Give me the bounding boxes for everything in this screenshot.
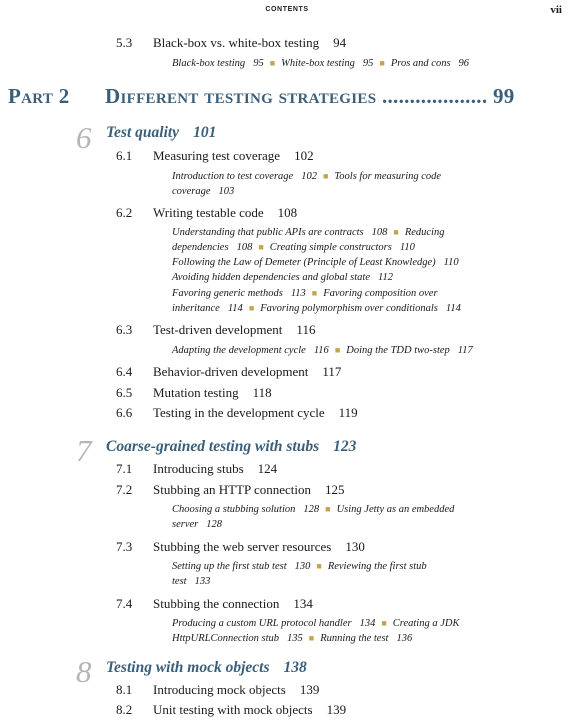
subsection-title: test bbox=[172, 576, 187, 587]
section-title: Writing testable code bbox=[153, 205, 264, 220]
section-title: Unit testing with mock objects bbox=[153, 702, 313, 717]
subsection-line bbox=[172, 502, 454, 517]
subsection-line bbox=[172, 240, 415, 255]
chapter-title-8[interactable] bbox=[106, 659, 307, 677]
section-title: Measuring test coverage bbox=[153, 148, 281, 163]
subsection-page: 114 bbox=[227, 303, 243, 314]
section-page: 124 bbox=[257, 461, 278, 476]
subsection-title: inheritance bbox=[172, 303, 220, 314]
subsection-page: 114 bbox=[445, 303, 461, 314]
section-7-4[interactable] bbox=[116, 596, 313, 612]
subsection-title: coverage bbox=[172, 186, 211, 197]
subsection-page: 103 bbox=[218, 186, 235, 197]
subsection-title: Reducing bbox=[404, 227, 445, 238]
subsection-line bbox=[172, 286, 438, 301]
section-page: 102 bbox=[294, 148, 314, 163]
subsection-page: 134 bbox=[359, 618, 376, 629]
chapter-number-8: 8 bbox=[76, 654, 92, 689]
subsection-line bbox=[172, 574, 210, 589]
subsection-title: Doing the TDD two-step bbox=[346, 345, 450, 356]
chapter-title-6[interactable] bbox=[106, 124, 216, 142]
subsection-title: HttpURLConnection stub bbox=[172, 633, 280, 644]
section-7-3[interactable] bbox=[116, 539, 365, 555]
subsection-page: 95 bbox=[362, 58, 374, 69]
subsection-page: 136 bbox=[396, 633, 413, 644]
subsection-title: Creating simple constructors bbox=[269, 242, 392, 253]
subsection-title: Avoiding hidden dependencies and global state bbox=[172, 272, 371, 283]
subsection-title: Setting up the first stub test bbox=[172, 561, 287, 572]
chapter-page: 138 bbox=[283, 659, 307, 676]
subsection-line bbox=[172, 517, 222, 532]
bullet-separator: ■ bbox=[269, 58, 276, 68]
section-title: Mutation testing bbox=[153, 385, 239, 400]
chapter-page: 101 bbox=[193, 124, 217, 141]
subsection-page: 96 bbox=[458, 58, 470, 69]
subsection-page: 130 bbox=[294, 561, 311, 572]
section-number: 6.2 bbox=[116, 205, 133, 220]
subsection-page: 112 bbox=[378, 272, 393, 283]
section-title: Testing in the development cycle bbox=[153, 405, 325, 420]
section-6-6[interactable] bbox=[116, 405, 358, 421]
chapter-title-7[interactable] bbox=[106, 438, 356, 456]
section-number: 6.5 bbox=[116, 385, 133, 400]
bullet-separator: ■ bbox=[393, 227, 399, 237]
subsection-page: 117 bbox=[457, 345, 473, 356]
part-title[interactable] bbox=[105, 84, 515, 109]
subsection-title: Running the test bbox=[320, 633, 389, 644]
section-number: 6.6 bbox=[116, 405, 133, 420]
chapter-number-6: 6 bbox=[76, 120, 92, 155]
section-6-4[interactable] bbox=[116, 364, 341, 380]
section-number: 7.1 bbox=[116, 461, 133, 476]
leader-dots: ................... bbox=[381, 84, 488, 108]
bullet-separator: ■ bbox=[308, 633, 315, 643]
section-6-5[interactable] bbox=[116, 385, 272, 401]
section-title: Stubbing an HTTP connection bbox=[153, 482, 312, 497]
subsection-line bbox=[172, 631, 412, 646]
subsection-title: Favoring polymorphism over conditionals bbox=[260, 303, 438, 314]
section-title: Introducing mock objects bbox=[153, 682, 286, 697]
subsection-title: Following the Law of Demeter (Principle of Least Knowledge) bbox=[172, 257, 436, 268]
running-header: CONTENTS bbox=[265, 6, 309, 13]
section-7-1[interactable] bbox=[116, 461, 277, 477]
subsection-title: Black-box testing bbox=[172, 58, 246, 69]
subsection-page: 102 bbox=[301, 171, 317, 182]
bullet-separator: ■ bbox=[311, 288, 318, 298]
section-title: Introducing stubs bbox=[153, 461, 244, 476]
subsection-page: 108 bbox=[371, 227, 388, 238]
section-8-2[interactable] bbox=[116, 702, 346, 718]
section-6-3[interactable] bbox=[116, 322, 315, 338]
section-7-2[interactable] bbox=[116, 482, 345, 498]
section-title: Black-box vs. white-box testing bbox=[153, 35, 320, 50]
bullet-separator: ■ bbox=[248, 303, 255, 313]
chapter-page: 123 bbox=[333, 438, 357, 455]
part-number: Part 2 bbox=[8, 84, 70, 108]
section-page: 117 bbox=[322, 364, 342, 379]
bullet-separator: ■ bbox=[334, 345, 341, 355]
section-page: 125 bbox=[325, 482, 345, 497]
section-5-3[interactable] bbox=[116, 35, 346, 51]
bullet-separator: ■ bbox=[322, 171, 329, 181]
subsection-title: Producing a custom URL protocol handler bbox=[172, 618, 352, 629]
page-number: vii bbox=[550, 4, 562, 16]
section-number: 7.2 bbox=[116, 482, 133, 497]
section-6-2[interactable] bbox=[116, 205, 297, 221]
part-page: 99 bbox=[492, 84, 515, 108]
section-number: 5.3 bbox=[116, 35, 133, 50]
chapter-number-7: 7 bbox=[76, 433, 92, 468]
bullet-separator: ■ bbox=[325, 504, 331, 514]
subsection-page: 116 bbox=[313, 345, 329, 356]
section-page: 94 bbox=[333, 35, 347, 50]
chapter-title-text: Coarse-grained testing with stubs bbox=[106, 438, 320, 455]
subsection-title: dependencies bbox=[172, 242, 229, 253]
subsection-line bbox=[172, 56, 469, 71]
section-number: 6.4 bbox=[116, 364, 133, 379]
section-page: 139 bbox=[326, 702, 347, 717]
subsection-line bbox=[172, 301, 461, 316]
subsection-title: Reviewing the first stub bbox=[327, 561, 427, 572]
section-page: 139 bbox=[299, 682, 320, 697]
section-number: 7.3 bbox=[116, 539, 133, 554]
subsection-page: 113 bbox=[290, 288, 306, 299]
section-page: 116 bbox=[296, 322, 316, 337]
section-page: 130 bbox=[345, 539, 365, 554]
subsection-title: Adapting the development cycle bbox=[172, 345, 306, 356]
subsection-title: Understanding that public APIs are contracts bbox=[172, 227, 364, 238]
chapter-title-text: Testing with mock objects bbox=[106, 659, 270, 676]
section-number: 6.3 bbox=[116, 322, 133, 337]
subsection-page: 128 bbox=[303, 504, 320, 515]
section-number: 6.1 bbox=[116, 148, 133, 163]
subsection-title: Tools for measuring code bbox=[334, 171, 442, 182]
bullet-separator: ■ bbox=[258, 242, 264, 252]
subsection-title: Favoring composition over bbox=[323, 288, 438, 299]
subsection-page: 110 bbox=[399, 242, 415, 253]
subsection-line bbox=[172, 225, 444, 240]
subsection-line bbox=[172, 616, 459, 631]
section-number: 7.4 bbox=[116, 596, 133, 611]
subsection-title: Introduction to test coverage bbox=[172, 171, 294, 182]
subsection-title: server bbox=[172, 519, 199, 530]
section-page: 119 bbox=[338, 405, 358, 420]
subsection-title: Using Jetty as an embedded bbox=[336, 504, 455, 515]
subsection-line bbox=[172, 169, 441, 184]
section-number: 8.1 bbox=[116, 682, 133, 697]
subsection-page: 135 bbox=[287, 633, 303, 644]
subsection-title: Pros and cons bbox=[390, 58, 451, 69]
subsection-page: 110 bbox=[443, 257, 459, 268]
subsection-title: Creating a JDK bbox=[392, 618, 460, 629]
subsection-page: 95 bbox=[253, 58, 264, 69]
subsection-page: 128 bbox=[206, 519, 222, 530]
section-title: Test-driven development bbox=[153, 322, 283, 337]
section-6-1[interactable] bbox=[116, 148, 314, 164]
subsection-title: Favoring generic methods bbox=[172, 288, 283, 299]
bullet-separator: ■ bbox=[316, 561, 322, 571]
section-number: 8.2 bbox=[116, 702, 133, 717]
subsection-page: 108 bbox=[236, 242, 253, 253]
subsection-line bbox=[172, 255, 459, 270]
chapter-title-text: Test quality bbox=[106, 124, 180, 141]
section-page: 134 bbox=[293, 596, 313, 611]
subsection-line bbox=[172, 270, 393, 285]
subsection-line bbox=[172, 343, 473, 358]
section-title: Stubbing the web server resources bbox=[153, 539, 332, 554]
section-page: 108 bbox=[277, 205, 298, 220]
subsection-title: Choosing a stubbing solution bbox=[172, 504, 296, 515]
section-title: Stubbing the connection bbox=[153, 596, 280, 611]
subsection-title: White-box testing bbox=[281, 58, 355, 69]
bullet-separator: ■ bbox=[381, 618, 387, 628]
section-page: 118 bbox=[252, 385, 272, 400]
section-8-1[interactable] bbox=[116, 682, 319, 698]
section-title: Behavior-driven development bbox=[153, 364, 309, 379]
bullet-separator: ■ bbox=[379, 58, 385, 68]
part-title-text: Different testing strategies bbox=[105, 84, 377, 108]
subsection-line bbox=[172, 184, 234, 199]
subsection-page: 133 bbox=[194, 576, 211, 587]
subsection-line bbox=[172, 559, 427, 574]
